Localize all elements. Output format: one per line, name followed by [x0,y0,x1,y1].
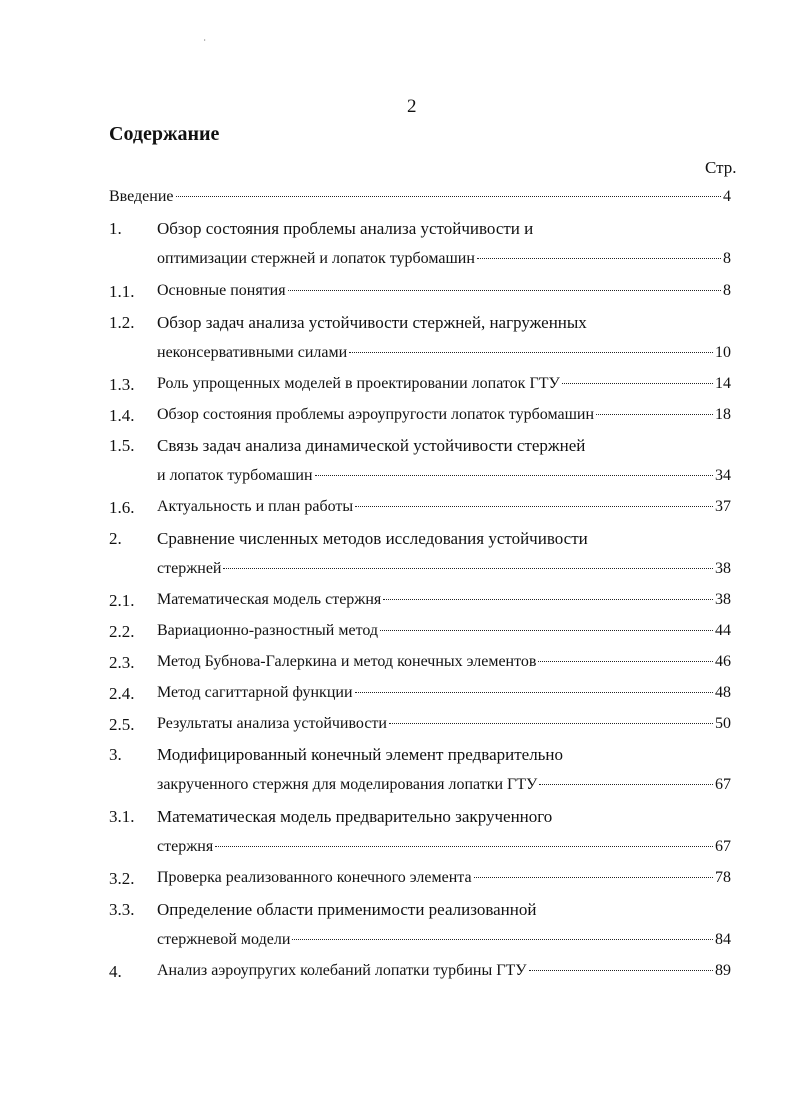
toc-entry-line1: Обзор задач анализа устойчивости стержней, нагруженных [157,313,587,332]
toc-entry-text: Основные понятия [157,282,286,299]
toc-entry-text: неконсервативными силами [157,344,348,361]
dot-leader [355,506,713,507]
dot-leader [315,475,713,476]
toc-entry-number: 1.5. [109,436,135,455]
toc-entry [109,188,731,212]
toc-entry-text: Анализ аэроупругих колебаний лопатки турбины ГТУ [157,962,527,979]
toc-entry [157,282,731,306]
toc-entry-number: 2.3. [109,653,135,672]
toc-entry-page: 78 [715,869,731,886]
dot-leader [355,692,714,693]
toc-entry-text: стержней [157,560,222,577]
toc-entry-text: Актуальность и план работы [157,498,354,515]
toc-entry [157,560,731,584]
toc-entry-page: 44 [715,622,731,639]
toc-entry-page: 67 [715,838,731,855]
toc-entry-text: Введение [109,188,174,205]
toc-entry [157,406,731,430]
toc-entry-page: 4 [723,188,731,205]
toc-entry-text: Обзор состояния проблемы аэроупругости лопаток турбомашин [157,406,595,423]
toc-entry-page: 14 [715,375,731,392]
dot-leader [477,258,721,259]
toc-entry [157,467,731,491]
toc-entry-page: 67 [715,776,731,793]
toc-entry-text: Метод сагиттарной функции [157,684,353,701]
toc-entry-text: стержня [157,838,214,855]
toc-entry-page: 18 [715,406,731,423]
toc-entry-number: 3.2. [109,869,135,888]
toc-heading: Содержание [109,123,220,145]
toc-entry-number: 2.5. [109,715,135,734]
toc-entry-number: 1.6. [109,498,135,517]
toc-entry-text: Метод Бубнова-Галеркина и метод конечных элементов [157,653,537,670]
dot-leader [383,599,713,600]
toc-entry-page: 89 [715,962,731,979]
toc-entry-page: 38 [715,560,731,577]
dot-leader [380,630,713,631]
toc-entry-page: 8 [723,282,731,299]
toc-entry-page: 46 [715,653,731,670]
dot-leader [596,414,713,415]
toc-entry-text: Вариационно-разностный метод [157,622,379,639]
toc-entry [157,375,731,399]
toc-entry-number: 2.2. [109,622,135,641]
toc-entry-page: 50 [715,715,731,732]
dot-leader [389,723,713,724]
toc-entry [157,931,731,955]
toc-entry-line1: Математическая модель предварительно закрученного [157,807,553,826]
toc-entry-page: 48 [715,684,731,701]
dot-leader [474,877,713,878]
toc-entry-page: 34 [715,467,731,484]
toc-entry-page: 84 [715,931,731,948]
toc-entry-number: 1.4. [109,406,135,425]
toc-entry [157,622,731,646]
toc-entry-text: Математическая модель стержня [157,591,382,608]
toc-entry-text: оптимизации стержней и лопаток турбомашин [157,250,475,267]
toc-entry-text: стержневой модели [157,931,291,948]
toc-entry-line1: Связь задач анализа динамической устойчивости стержней [157,436,586,455]
toc-entry-line1: Модифицированный конечный элемент предварительно [157,745,564,764]
toc-entry-text: Роль упрощенных моделей в проектировании лопаток ГТУ [157,375,560,392]
toc-entry-page: 10 [715,344,731,361]
toc-entry-page: 8 [723,250,731,267]
dot-leader [292,939,713,940]
toc-entry [157,838,731,862]
dot-leader [223,568,713,569]
toc-entry-number: 3.1. [109,807,135,826]
dot-leader [288,290,721,291]
toc-entry-number: 1.2. [109,313,135,332]
dot-leader [215,846,713,847]
toc-entry-number: 2.1. [109,591,135,610]
toc-entry-text: закрученного стержня для моделирования лопатки ГТУ [157,776,538,793]
toc-entry [157,962,731,986]
toc-entry-number: 1.3. [109,375,135,394]
dot-leader [539,784,713,785]
toc-entry-page: 38 [715,591,731,608]
toc-entry-number: 3.3. [109,900,135,919]
toc-entry [157,344,731,368]
toc-entry-number: 2.4. [109,684,135,703]
toc-entry [157,498,731,522]
dot-leader [176,196,722,197]
toc-entry-number: 3. [109,745,122,764]
toc-entry [157,684,731,708]
toc-entry-number: 1. [109,219,122,238]
toc-entry-line1: Обзор состояния проблемы анализа устойчивости и [157,219,534,238]
toc-entry-number: 2. [109,529,122,548]
toc-entry [157,591,731,615]
toc-entry-line1: Сравнение численных методов исследования устойчивости [157,529,588,548]
toc-entry [157,250,731,274]
toc-entry-line1: Определение области применимости реализованной [157,900,537,919]
page-number: 2 [407,96,417,117]
toc-entry [157,715,731,739]
toc-entry-number: 1.1. [109,282,135,301]
toc-entry-number: 4. [109,962,122,981]
scan-speck: ᐧ [203,35,206,47]
page-column-label: Стр. [705,158,737,177]
toc-entry [157,653,731,677]
dot-leader [529,970,713,971]
dot-leader [562,383,713,384]
toc-entry-text: Результаты анализа устойчивости [157,715,387,732]
dot-leader [538,661,713,662]
toc-entry [157,869,731,893]
toc-entry-text: и лопаток турбомашин [157,467,313,484]
toc-entry-page: 37 [715,498,731,515]
toc-entry-text: Проверка реализованного конечного элемента [157,869,472,886]
toc-entry [157,776,731,800]
dot-leader [349,352,713,353]
